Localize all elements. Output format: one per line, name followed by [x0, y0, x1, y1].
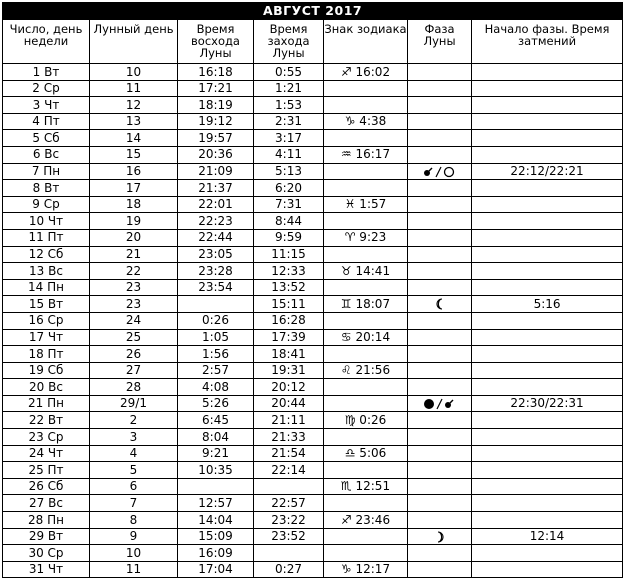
- lunar-day-cell: 4: [90, 445, 178, 462]
- zodiac-cell: ♓ 1:57: [324, 196, 408, 213]
- moonrise-cell: 1:56: [178, 346, 254, 363]
- phase-cell: [408, 246, 472, 263]
- table-row: [3, 163, 623, 180]
- moonset-cell: 23:52: [254, 528, 324, 545]
- moonset-cell: 7:31: [254, 196, 324, 213]
- phase-cell: [408, 412, 472, 429]
- phase-cell: [408, 362, 472, 379]
- table-row: [3, 445, 623, 462]
- zodiac-cell: ♋ 20:14: [324, 329, 408, 346]
- lunar-day-cell: 25: [90, 329, 178, 346]
- lunar-day-cell: 6: [90, 478, 178, 495]
- phase-time-cell: [472, 196, 623, 213]
- lunar-day-cell: 20: [90, 229, 178, 246]
- moonrise-cell: 4:08: [178, 379, 254, 396]
- date-cell: 28 Пн: [3, 512, 90, 529]
- table-row: [3, 512, 623, 529]
- phase-cell: [408, 561, 472, 578]
- table-row: [3, 362, 623, 379]
- phase-time-cell: [472, 561, 623, 578]
- date-cell: 31 Чт: [3, 561, 90, 578]
- table-row: [3, 263, 623, 280]
- moonset-cell: 2:31: [254, 113, 324, 130]
- date-cell: 24 Чт: [3, 445, 90, 462]
- header-moonset: Время захода Луны: [254, 20, 324, 64]
- lunar-day-cell: 21: [90, 246, 178, 263]
- table-title: АВГУСТ 2017: [3, 3, 623, 20]
- lunar-day-cell: 17: [90, 180, 178, 197]
- moonrise-cell: 17:21: [178, 80, 254, 97]
- phase-cell: [408, 312, 472, 329]
- table-row: [3, 296, 623, 313]
- date-cell: 25 Пт: [3, 462, 90, 479]
- date-cell: 5 Сб: [3, 130, 90, 147]
- zodiac-cell: ♎ 5:06: [324, 445, 408, 462]
- date-cell: 6 Вс: [3, 146, 90, 163]
- zodiac-cell: ♐ 23:46: [324, 512, 408, 529]
- phase-cell: [408, 196, 472, 213]
- phase-time-cell: [472, 279, 623, 296]
- phase-cell: [408, 395, 472, 412]
- header-date: Число, день недели: [3, 20, 90, 64]
- moonset-cell: 11:15: [254, 246, 324, 263]
- phase-cell: [408, 462, 472, 479]
- phase-cell: [408, 296, 472, 313]
- header-moonrise: Время восхода Луны: [178, 20, 254, 64]
- table-row: [3, 80, 623, 97]
- table-row: [3, 429, 623, 446]
- table-row: [3, 97, 623, 114]
- moonset-cell: 15:11: [254, 296, 324, 313]
- phase-cell: [408, 163, 472, 180]
- full-moon-eclipse-icon: [423, 166, 457, 178]
- table-row: [3, 412, 623, 429]
- phase-cell: [408, 113, 472, 130]
- phase-cell: [408, 146, 472, 163]
- phase-time-cell: [472, 512, 623, 529]
- table-row: [3, 229, 623, 246]
- date-cell: 7 Пн: [3, 163, 90, 180]
- phase-time-cell: [472, 180, 623, 197]
- date-cell: 15 Вт: [3, 296, 90, 313]
- moonrise-cell: 17:04: [178, 561, 254, 578]
- zodiac-cell: [324, 545, 408, 562]
- date-cell: 19 Сб: [3, 362, 90, 379]
- moonrise-cell: 22:23: [178, 213, 254, 230]
- header-lunar-day: Лунный день: [90, 20, 178, 64]
- table-row: [3, 312, 623, 329]
- moonrise-cell: 20:36: [178, 146, 254, 163]
- lunar-day-cell: 3: [90, 429, 178, 446]
- date-cell: 30 Ср: [3, 545, 90, 562]
- moonrise-cell: 19:12: [178, 113, 254, 130]
- moonset-cell: 23:22: [254, 512, 324, 529]
- lunar-day-cell: 22: [90, 263, 178, 280]
- moonrise-cell: 1:05: [178, 329, 254, 346]
- phase-time-cell: [472, 64, 623, 81]
- phase-cell: [408, 130, 472, 147]
- moonrise-cell: 21:37: [178, 180, 254, 197]
- moonset-cell: 18:41: [254, 346, 324, 363]
- first-quarter-moon-icon: [433, 531, 447, 543]
- phase-cell: [408, 545, 472, 562]
- phase-time-cell: [472, 113, 623, 130]
- date-cell: 8 Вт: [3, 180, 90, 197]
- table-row: [3, 113, 623, 130]
- zodiac-cell: [324, 246, 408, 263]
- moonrise-cell: 19:57: [178, 130, 254, 147]
- table-row: [3, 279, 623, 296]
- zodiac-cell: [324, 429, 408, 446]
- moonrise-cell: 16:09: [178, 545, 254, 562]
- moonrise-cell: 22:01: [178, 196, 254, 213]
- zodiac-cell: ♐ 16:02: [324, 64, 408, 81]
- moonrise-cell: 23:54: [178, 279, 254, 296]
- lunar-day-cell: 16: [90, 163, 178, 180]
- moonset-cell: 4:11: [254, 146, 324, 163]
- phase-cell: [408, 229, 472, 246]
- phase-time-cell: [472, 246, 623, 263]
- date-cell: 1 Вт: [3, 64, 90, 81]
- phase-time-cell: [472, 495, 623, 512]
- phase-cell: [408, 528, 472, 545]
- lunar-day-cell: 23: [90, 296, 178, 313]
- moonset-cell: 13:52: [254, 279, 324, 296]
- lunar-day-cell: 8: [90, 512, 178, 529]
- date-cell: 23 Ср: [3, 429, 90, 446]
- moonset-cell: 6:20: [254, 180, 324, 197]
- lunar-day-cell: 27: [90, 362, 178, 379]
- phase-time-cell: [472, 146, 623, 163]
- moonrise-cell: 23:05: [178, 246, 254, 263]
- lunar-day-cell: 28: [90, 379, 178, 396]
- phase-cell: [408, 80, 472, 97]
- phase-cell: [408, 445, 472, 462]
- moonrise-cell: 8:04: [178, 429, 254, 446]
- table-row: [3, 180, 623, 197]
- moonset-cell: 0:55: [254, 64, 324, 81]
- phase-time-cell: [472, 312, 623, 329]
- moonset-cell: [254, 478, 324, 495]
- phase-cell: [408, 512, 472, 529]
- phase-time-cell: [472, 229, 623, 246]
- zodiac-cell: ♏ 12:51: [324, 478, 408, 495]
- moonset-cell: 1:53: [254, 97, 324, 114]
- zodiac-cell: ♍ 0:26: [324, 412, 408, 429]
- zodiac-cell: ♈ 9:23: [324, 229, 408, 246]
- moonrise-cell: 12:57: [178, 495, 254, 512]
- phase-time-cell: [472, 329, 623, 346]
- moonset-cell: 16:28: [254, 312, 324, 329]
- moonrise-cell: 6:45: [178, 412, 254, 429]
- table-row: [3, 395, 623, 412]
- date-cell: 17 Чт: [3, 329, 90, 346]
- phase-time-cell: [472, 429, 623, 446]
- date-cell: 20 Вс: [3, 379, 90, 396]
- phase-cell: [408, 279, 472, 296]
- phase-time-cell: [472, 362, 623, 379]
- lunar-day-cell: 10: [90, 64, 178, 81]
- lunar-day-cell: 24: [90, 312, 178, 329]
- phase-cell: [408, 329, 472, 346]
- table-row: [3, 478, 623, 495]
- header-phase-time: Начало фазы. Время затмений: [472, 20, 623, 64]
- phase-cell: [408, 429, 472, 446]
- table-row: [3, 561, 623, 578]
- phase-time-cell: [472, 130, 623, 147]
- date-cell: 16 Ср: [3, 312, 90, 329]
- phase-cell: [408, 263, 472, 280]
- lunar-day-cell: 5: [90, 462, 178, 479]
- lunar-day-cell: 7: [90, 495, 178, 512]
- zodiac-cell: [324, 163, 408, 180]
- phase-time-cell: [472, 445, 623, 462]
- moonset-cell: 0:27: [254, 561, 324, 578]
- moonset-cell: 20:12: [254, 379, 324, 396]
- moonrise-cell: 2:57: [178, 362, 254, 379]
- phase-time-cell: [472, 263, 623, 280]
- new-moon-eclipse-icon: [423, 398, 457, 410]
- moonrise-cell: 5:26: [178, 395, 254, 412]
- phase-time-cell: [472, 545, 623, 562]
- phase-time-cell: 22:30/22:31: [472, 395, 623, 412]
- table-row: [3, 64, 623, 81]
- phase-time-cell: [472, 97, 623, 114]
- phase-cell: [408, 346, 472, 363]
- date-cell: 21 Пн: [3, 395, 90, 412]
- moonset-cell: 21:54: [254, 445, 324, 462]
- lunar-day-cell: 13: [90, 113, 178, 130]
- date-cell: 3 Чт: [3, 97, 90, 114]
- lunar-day-cell: 11: [90, 80, 178, 97]
- last-quarter-moon-icon: [433, 298, 447, 310]
- zodiac-cell: [324, 80, 408, 97]
- zodiac-cell: ♑ 4:38: [324, 113, 408, 130]
- date-cell: 13 Вс: [3, 263, 90, 280]
- lunar-day-cell: 14: [90, 130, 178, 147]
- moonrise-cell: 9:21: [178, 445, 254, 462]
- zodiac-cell: ♉ 14:41: [324, 263, 408, 280]
- zodiac-cell: [324, 180, 408, 197]
- moonset-cell: 22:57: [254, 495, 324, 512]
- date-cell: 10 Чт: [3, 213, 90, 230]
- moonset-cell: 8:44: [254, 213, 324, 230]
- lunar-day-cell: 18: [90, 196, 178, 213]
- date-cell: 4 Пт: [3, 113, 90, 130]
- lunar-day-cell: 9: [90, 528, 178, 545]
- date-cell: 27 Вс: [3, 495, 90, 512]
- table-row: [3, 495, 623, 512]
- moonrise-cell: 15:09: [178, 528, 254, 545]
- table-row: [3, 329, 623, 346]
- table-row: [3, 146, 623, 163]
- moonset-cell: 9:59: [254, 229, 324, 246]
- moonset-cell: 21:11: [254, 412, 324, 429]
- zodiac-cell: [324, 528, 408, 545]
- table-row: [3, 545, 623, 562]
- lunar-day-cell: 26: [90, 346, 178, 363]
- phase-time-cell: [472, 478, 623, 495]
- zodiac-cell: [324, 495, 408, 512]
- table-row: [3, 130, 623, 147]
- zodiac-cell: [324, 213, 408, 230]
- moonrise-cell: [178, 478, 254, 495]
- lunar-day-cell: 23: [90, 279, 178, 296]
- moonrise-cell: 14:04: [178, 512, 254, 529]
- lunar-day-cell: 15: [90, 146, 178, 163]
- zodiac-cell: ♊ 18:07: [324, 296, 408, 313]
- moonrise-cell: 16:18: [178, 64, 254, 81]
- phase-cell: [408, 379, 472, 396]
- phase-time-cell: 5:16: [472, 296, 623, 313]
- lunar-day-cell: 2: [90, 412, 178, 429]
- moonset-cell: 17:39: [254, 329, 324, 346]
- header-zodiac: Знак зодиака: [324, 20, 408, 64]
- phase-time-cell: [472, 379, 623, 396]
- phase-time-cell: 12:14: [472, 528, 623, 545]
- moonset-cell: [254, 545, 324, 562]
- date-cell: 9 Ср: [3, 196, 90, 213]
- table-row: [3, 246, 623, 263]
- date-cell: 14 Пн: [3, 279, 90, 296]
- lunar-day-cell: 19: [90, 213, 178, 230]
- date-cell: 12 Сб: [3, 246, 90, 263]
- zodiac-cell: [324, 312, 408, 329]
- table-row: [3, 346, 623, 363]
- date-cell: 11 Пт: [3, 229, 90, 246]
- zodiac-cell: [324, 130, 408, 147]
- phase-cell: [408, 180, 472, 197]
- moonset-cell: 12:33: [254, 263, 324, 280]
- moonset-cell: 20:44: [254, 395, 324, 412]
- zodiac-cell: ♌ 21:56: [324, 362, 408, 379]
- moonset-cell: 21:33: [254, 429, 324, 446]
- moonrise-cell: 23:28: [178, 263, 254, 280]
- phase-time-cell: [472, 412, 623, 429]
- moonrise-cell: 0:26: [178, 312, 254, 329]
- date-cell: 26 Сб: [3, 478, 90, 495]
- moonset-cell: 19:31: [254, 362, 324, 379]
- moonrise-cell: 10:35: [178, 462, 254, 479]
- lunar-calendar: [2, 2, 622, 578]
- phase-time-cell: [472, 346, 623, 363]
- moonset-cell: 3:17: [254, 130, 324, 147]
- table-row: [3, 213, 623, 230]
- lunar-day-cell: 29/1: [90, 395, 178, 412]
- table-row: [3, 196, 623, 213]
- zodiac-cell: [324, 279, 408, 296]
- table-row: [3, 462, 623, 479]
- header-phase: Фаза Луны: [408, 20, 472, 64]
- phase-time-cell: 22:12/22:21: [472, 163, 623, 180]
- moonrise-cell: 18:19: [178, 97, 254, 114]
- phase-time-cell: [472, 80, 623, 97]
- lunar-day-cell: 10: [90, 545, 178, 562]
- phase-cell: [408, 478, 472, 495]
- moonrise-cell: 21:09: [178, 163, 254, 180]
- moonset-cell: 22:14: [254, 462, 324, 479]
- zodiac-cell: ♑ 12:17: [324, 561, 408, 578]
- moonrise-cell: 22:44: [178, 229, 254, 246]
- phase-cell: [408, 97, 472, 114]
- phase-cell: [408, 64, 472, 81]
- lunar-day-cell: 11: [90, 561, 178, 578]
- zodiac-cell: [324, 462, 408, 479]
- zodiac-cell: ♒ 16:17: [324, 146, 408, 163]
- moonset-cell: 5:13: [254, 163, 324, 180]
- zodiac-cell: [324, 346, 408, 363]
- lunar-day-cell: 12: [90, 97, 178, 114]
- date-cell: 18 Пт: [3, 346, 90, 363]
- zodiac-cell: [324, 97, 408, 114]
- zodiac-cell: [324, 379, 408, 396]
- moonset-cell: 1:21: [254, 80, 324, 97]
- table-row: [3, 379, 623, 396]
- phase-time-cell: [472, 213, 623, 230]
- date-cell: 22 Вт: [3, 412, 90, 429]
- moonrise-cell: [178, 296, 254, 313]
- phase-cell: [408, 495, 472, 512]
- table-body: [3, 64, 623, 578]
- date-cell: 2 Ср: [3, 80, 90, 97]
- phase-time-cell: [472, 462, 623, 479]
- zodiac-cell: [324, 395, 408, 412]
- lunar-calendar-table: [2, 2, 623, 578]
- date-cell: 29 Вт: [3, 528, 90, 545]
- phase-cell: [408, 213, 472, 230]
- table-row: [3, 528, 623, 545]
